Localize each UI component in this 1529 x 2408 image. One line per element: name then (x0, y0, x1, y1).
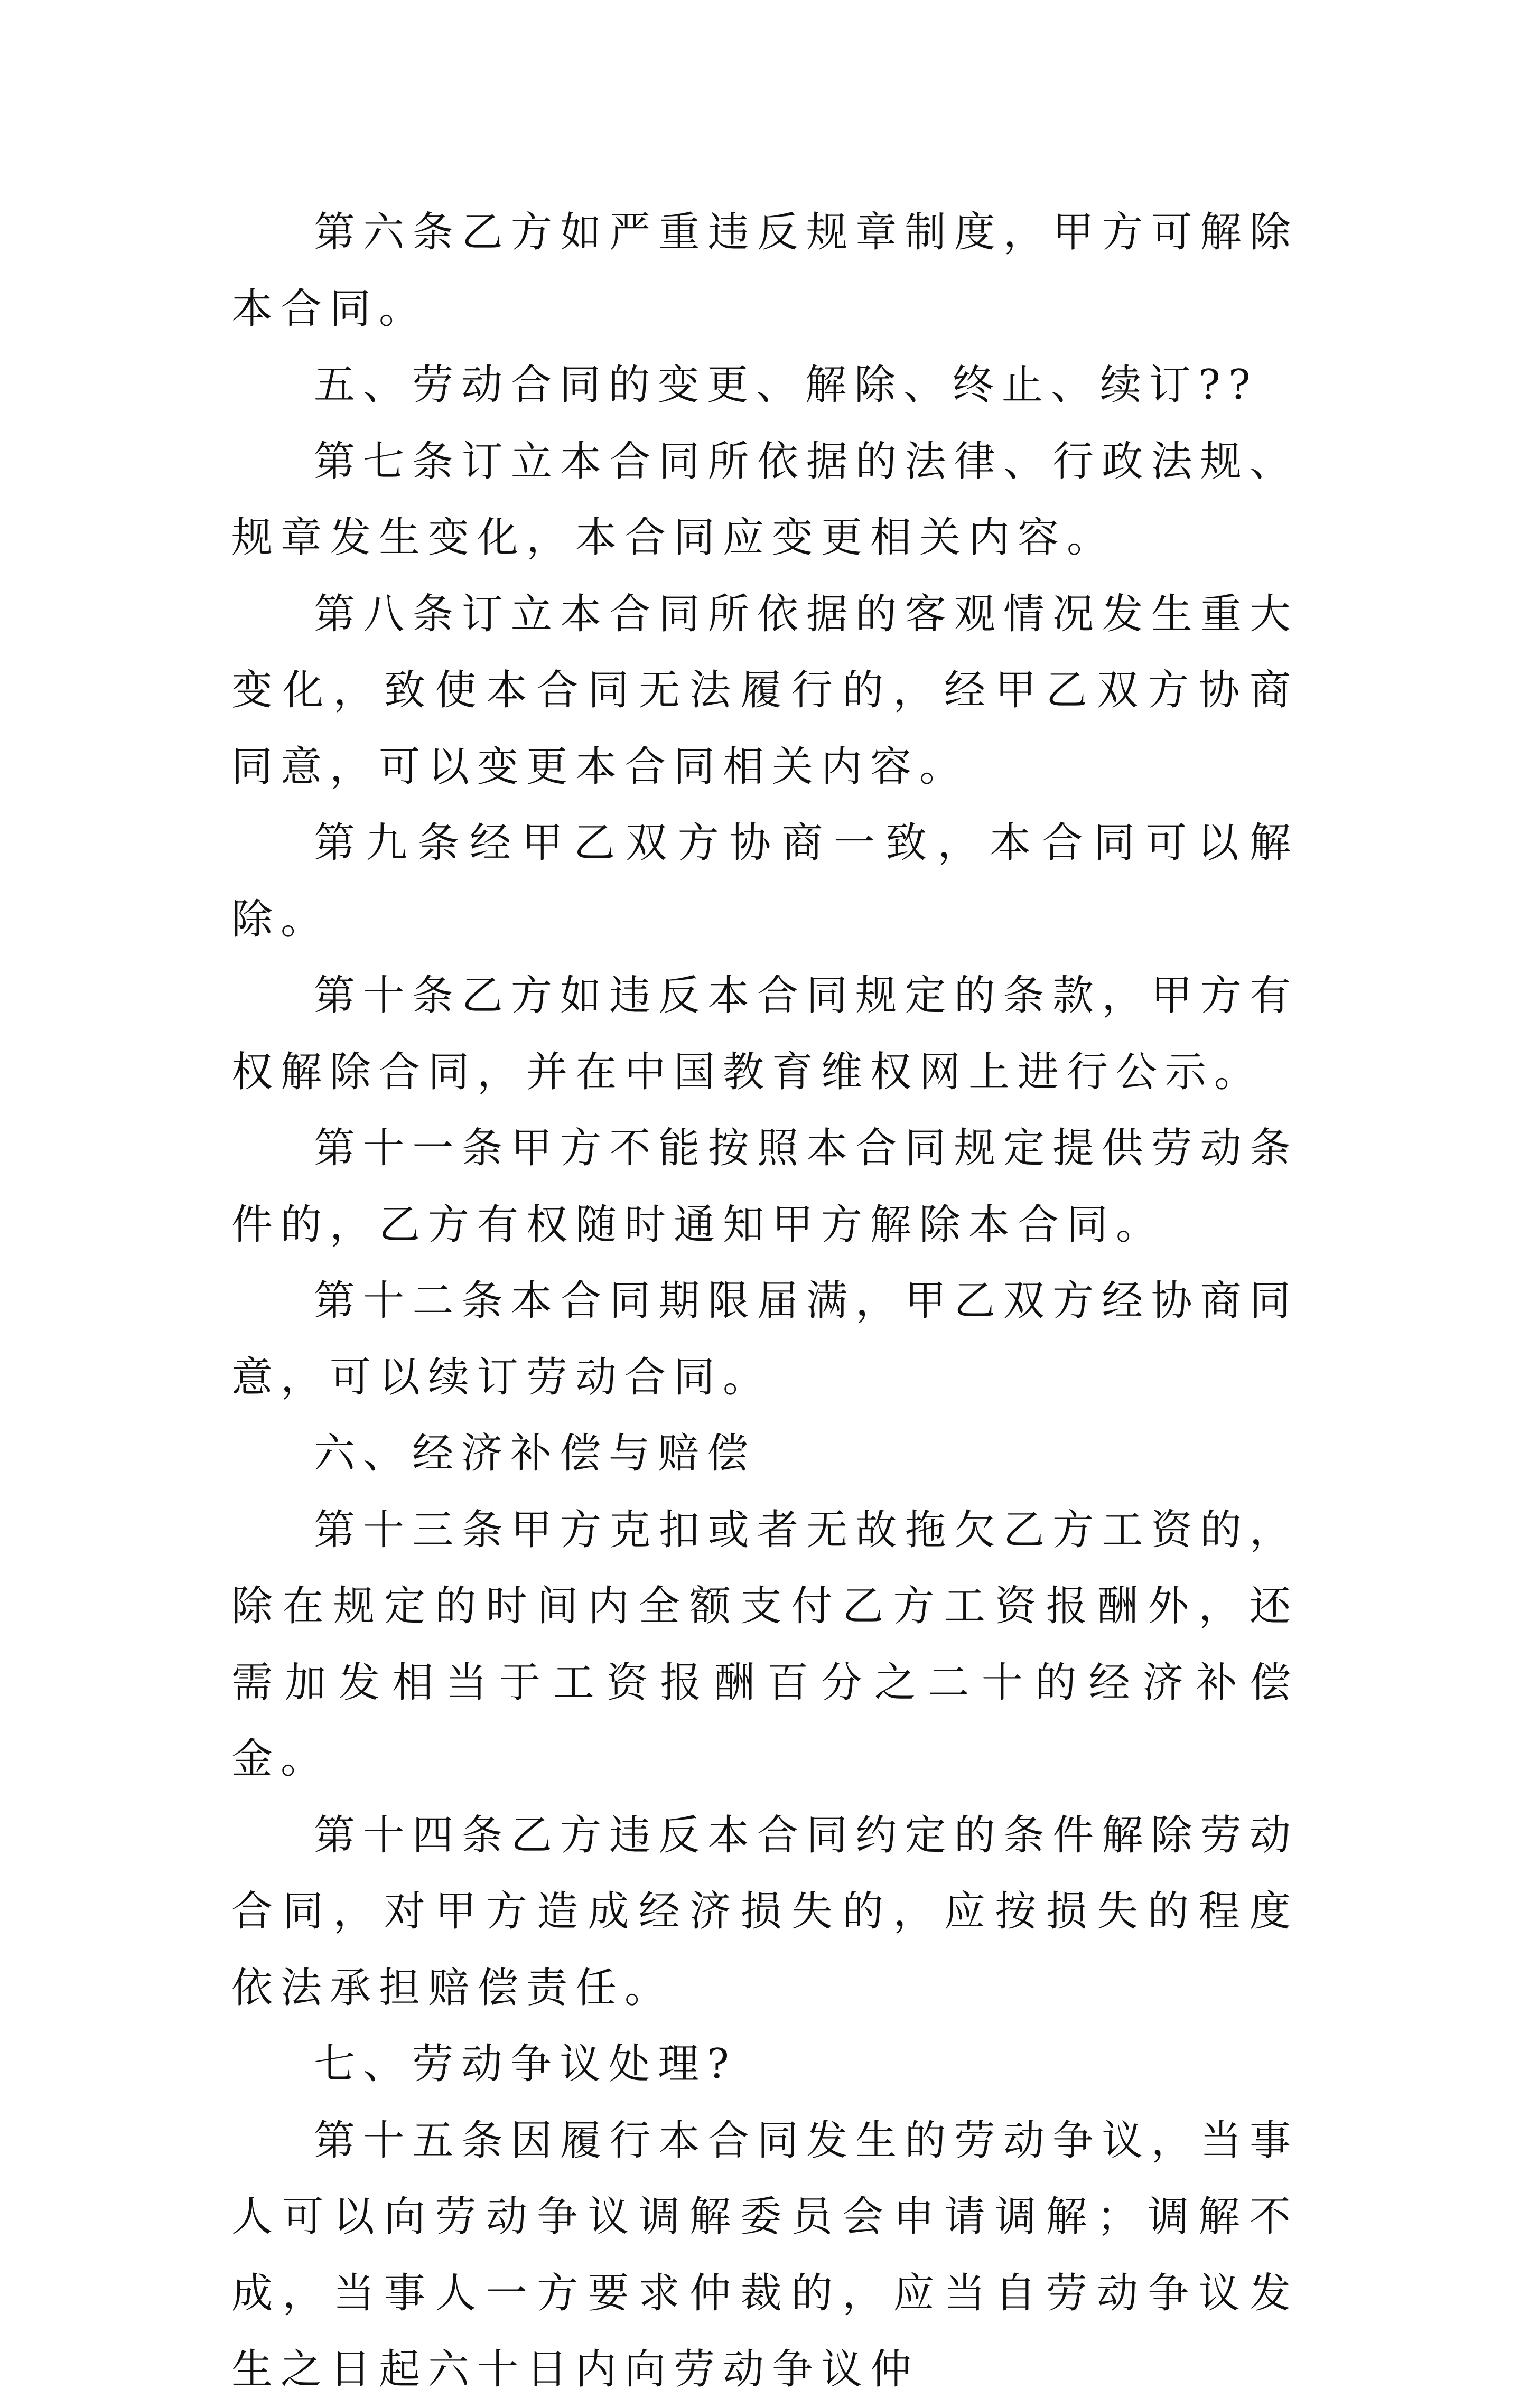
paragraph-article-9: 第九条经甲乙双方协商一致，本合同可以解除。 (231, 819, 1299, 943)
paragraph-article-12: 第十二条本合同期限届满，甲乙双方经协商同意，可以续订劳动合同。 (231, 1277, 1299, 1401)
section-heading-6: 六、经济补偿与赔偿 (314, 1430, 757, 1477)
paragraph-article-14: 第十四条乙方违反本合同约定的条件解除劳动合同，对甲方造成经济损失的，应按损失的程度依法承担赔偿责任。 (231, 1811, 1299, 2012)
paragraph-article-15: 第十五条因履行本合同发生的劳动争议，当事人可以向劳动争议调解委员会申请调解；调解不成，当事人一方要求仲裁的，应当自劳动争议发生之日起六十日内向劳动争议仲 (231, 2116, 1299, 2393)
paragraph-article-7: 第七条订立本合同所依据的法律、行政法规、规章发生变化，本合同应变更相关内容。 (231, 437, 1299, 561)
section-heading-7: 七、劳动争议处理? (314, 2040, 737, 2088)
document-body (231, 194, 1299, 2408)
paragraph-article-8: 第八条订立本合同所依据的客观情况发生重大变化，致使本合同无法履行的，经甲乙双方协商同意，可以变更本合同相关内容。 (231, 590, 1299, 791)
paragraph-article-11: 第十一条甲方不能按照本合同规定提供劳动条件的，乙方有权随时通知甲方解除本合同。 (231, 1125, 1299, 1249)
paragraph-article-6: 第六条乙方如严重违反规章制度，甲方可解除本合同。 (231, 209, 1299, 333)
paragraph-article-10: 第十条乙方如违反本合同规定的条款，甲方有权解除合同，并在中国教育维权网上进行公示。 (231, 972, 1299, 1096)
paragraph-article-13: 第十三条甲方克扣或者无故拖欠乙方工资的，除在规定的时间内全额支付乙方工资报酬外，还需加发相当于工资报酬百分之二十的经济补偿金。 (231, 1506, 1299, 1783)
section-heading-5: 五、劳动合同的变更、解除、终止、续订?? (314, 361, 1258, 409)
